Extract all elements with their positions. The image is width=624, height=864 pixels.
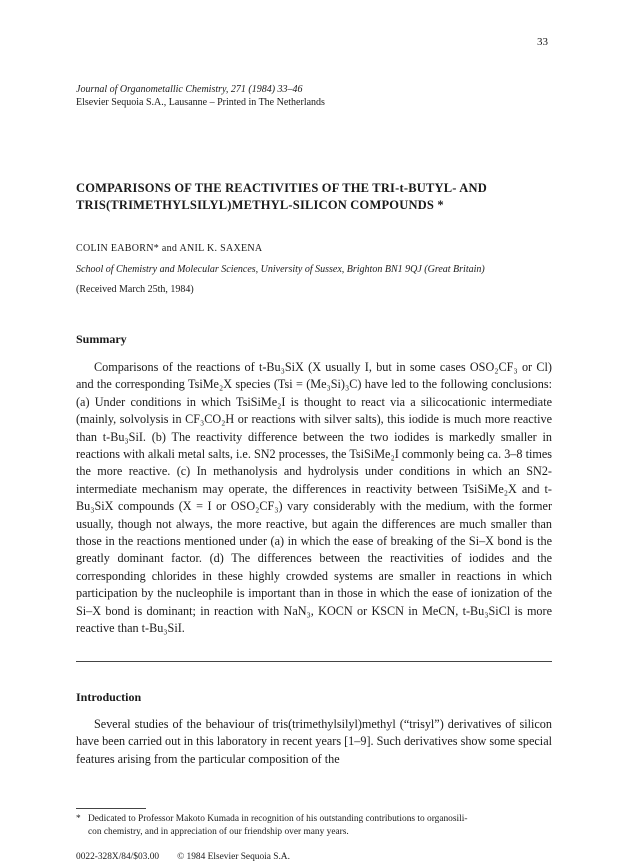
bottom-imprint (76, 852, 290, 862)
footnote (76, 813, 552, 839)
summary-paragraph: Comparisons of the reactions of t-Bu₃SiX (X usually I, but in some cases OSO₂CF₃ or Cl) and the corresponding TsiMe₂X species (Tsi = (Me₃Si)₃C) have led to the following conclusions: (a) Under conditions in which TsiSiMe₂I is thought to react via a silicocationic intermediate (mainly, solvolysis in CF₃CO₂H or reactions with silver salts), this iodide is much more reactive than t-Bu₃SiI. (b) The reactivity difference between the two iodides is markedly smaller in reactions with alkali metal salts, i.e. SN2 processes, the TsiSiMe₂I commonly being ca. 3–8 times the more reactive. (c) In methanolysis and hydrolysis under conditions in which an SN2-intermediate mechanism may operate, the differences in reactivity between TsiSiMe₂X and t-Bu₃SiX compounds (X = I or OSO₂CF₃) vary considerably with the medium, with the former usually, though not always, the more reactive, but again the differences are much smaller than those in the reactions mentioned under (a) in which the ease of breaking of the Si–X bond is the greatly dominant factor. (d) The differences between the reactivities of iodides and the corresponding chlorides in these highly crowded systems are smaller in reactions in which participation by the nucleophile is important than in those in which the ease of ionization of the Si–X bond is dominant; in reaction with NaN₃, KOCN or KSCN in MeCN, t-Bu₃SiCl is more reactive than t-Bu₃SiI. (76, 360, 552, 636)
title-line-2: TRIS(TRIMETHYLSILYL)METHYL-SILICON COMPOUNDS * (76, 198, 444, 212)
title-line-1: COMPARISONS OF THE REACTIVITIES OF THE TRI-t-BUTYL- AND (76, 181, 487, 195)
page-number: 33 (537, 36, 548, 48)
journal-citation (76, 83, 325, 109)
footnote-divider (76, 808, 146, 809)
section-divider (76, 661, 552, 662)
affiliation: School of Chemistry and Molecular Sciences, University of Sussex, Brighton BN1 9QJ (Great Britain) (76, 264, 485, 275)
article-title (76, 180, 552, 214)
received-date: (Received March 25th, 1984) (76, 284, 194, 295)
introduction-paragraph: Several studies of the behaviour of tris(trimethylsilyl)methyl (“trisyl”) derivatives of silicon have been carried out in this laboratory in recent years [1–9]. Such derivatives show some special features arising from the particular composition of the (76, 717, 552, 766)
summary-body (76, 359, 552, 638)
footnote-line-1: Dedicated to Professor Makoto Kumada in recognition of his outstanding contributions to organosili- (88, 814, 468, 824)
authors: COLIN EABORN* and ANIL K. SAXENA (76, 243, 263, 254)
footnote-marker: * (76, 814, 81, 824)
journal-line-2: Elsevier Sequoia S.A., Lausanne – Printed in The Netherlands (76, 97, 325, 108)
introduction-body (76, 716, 552, 768)
summary-heading: Summary (76, 332, 127, 346)
copyright: © 1984 Elsevier Sequoia S.A. (177, 852, 290, 862)
introduction-heading: Introduction (76, 690, 142, 704)
price-code: 0022-328X/84/$03.00 (76, 852, 160, 862)
journal-line-1: Journal of Organometallic Chemistry, 271 (1984) 33–46 (76, 84, 303, 95)
footnote-line-2: con chemistry, and in appreciation of our friendship over many years. (88, 827, 349, 837)
